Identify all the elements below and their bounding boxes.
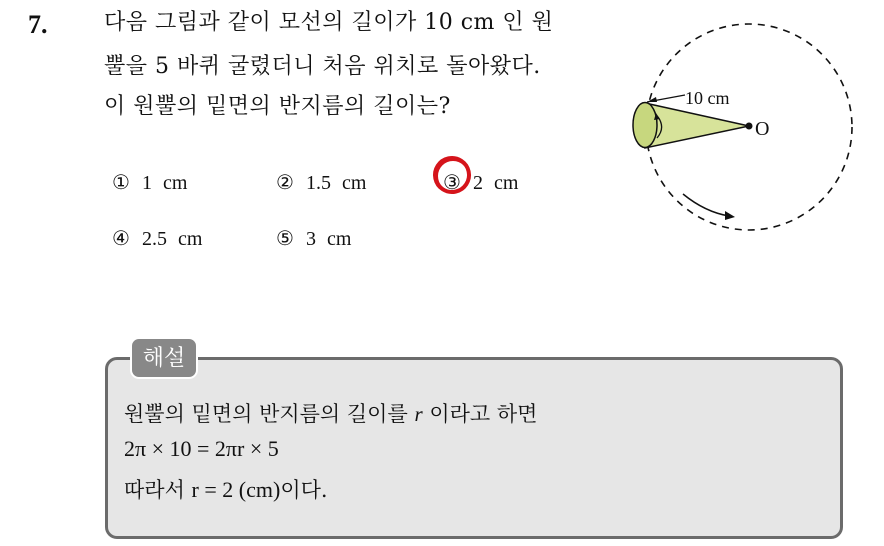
direction-arc: [683, 194, 729, 216]
choice-3[interactable]: [443, 170, 518, 195]
apex-point: [746, 123, 753, 130]
choice-5-mark: ⑤: [276, 228, 294, 250]
choice-4-mark: ④: [112, 228, 130, 250]
question-line-1: 다음 그림과 같이 모선의 길이가 10 cm 인 원: [104, 10, 554, 35]
cone-diagram-svg: [625, 14, 865, 238]
solution-line-1: [124, 398, 537, 428]
choice-1-text: 1 cm: [142, 172, 188, 194]
choice-4-text: 2.5 cm: [142, 228, 203, 250]
solution-tag: 해설: [130, 337, 198, 379]
solution-line-2: 2π × 10 = 2πr × 5: [124, 436, 279, 461]
choice-5[interactable]: [276, 226, 351, 251]
choice-2[interactable]: [276, 170, 366, 195]
choice-3-text: 2 cm: [473, 172, 519, 194]
choice-2-text: 1.5 cm: [306, 172, 367, 194]
solution-line-1-post: 이라고 하면: [429, 402, 538, 426]
choice-1-mark: ①: [112, 172, 130, 194]
length-label: 10 cm: [685, 88, 730, 108]
point-o-label: O: [755, 118, 770, 140]
direction-arrow-icon: [725, 211, 735, 220]
solution-line-1-var: r: [414, 402, 423, 426]
solution-line-3: [124, 474, 328, 504]
dimension-arrow-icon: [647, 97, 657, 102]
cone-body: [645, 103, 749, 148]
solution-line-3-math: r = 2 (cm): [191, 477, 281, 502]
question-line-3: 이 원뿔의 밑면의 반지름의 길이는?: [104, 94, 451, 119]
cone-base: [633, 103, 657, 148]
choice-2-mark: ②: [276, 172, 294, 194]
question-number: 7.: [28, 10, 48, 39]
question-line-2: 뿔을 5 바퀴 굴렸더니 처음 위치로 돌아왔다.: [104, 54, 541, 79]
solution-line-3-post: 이다.: [280, 478, 328, 502]
cone-diagram: [625, 14, 865, 242]
solution-line-1-pre: 원뿔의 밑면의 반지름의 길이를: [124, 402, 408, 426]
choice-5-text: 3 cm: [306, 228, 352, 250]
choice-1[interactable]: [112, 170, 187, 195]
choice-4[interactable]: [112, 226, 202, 251]
solution-line-3-pre: 따라서: [124, 478, 185, 502]
choice-3-mark: ③: [443, 172, 461, 194]
